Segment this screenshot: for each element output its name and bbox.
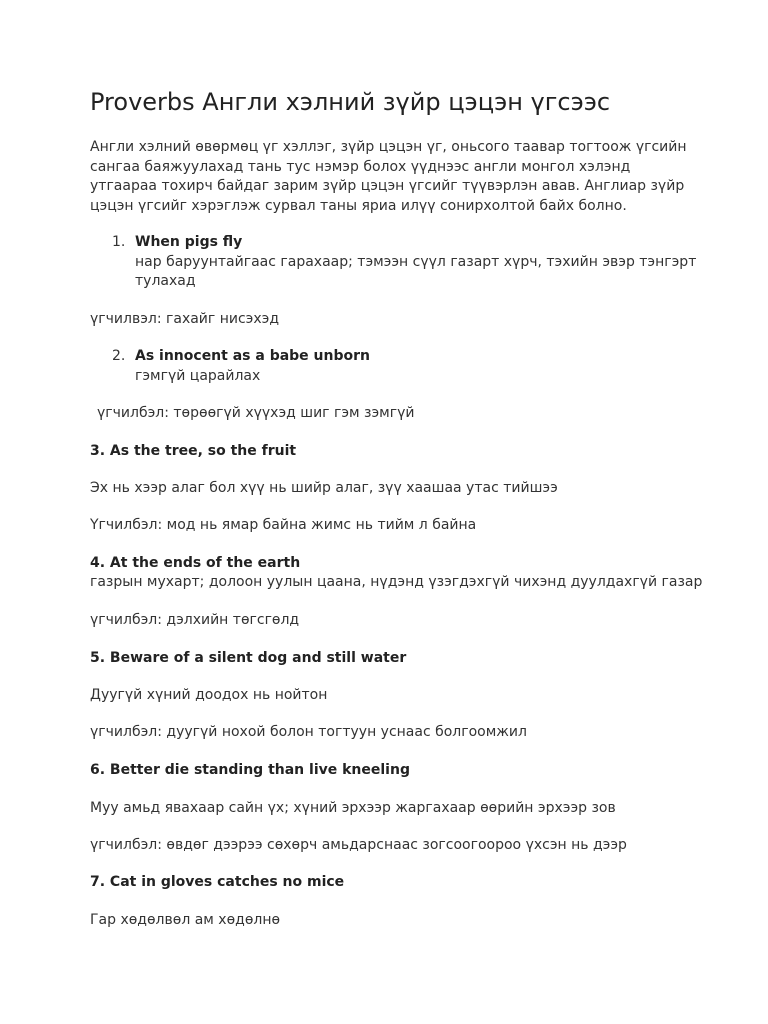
proverb-translation: гэмгүй царайлах [135, 368, 261, 384]
list-number: 2. [112, 348, 126, 364]
intro-paragraph: Англи хэлний өвөрмөц үг хэллэг, зүйр цэцэн үг, оньсого таавар тогтоож үгсийн сангаа баяжуулахад тань тус нэмэр болох үүднээс англи монгол хэлэнд утгаараа тохирч байдаг зарим зүйр цэцэн үгсийг түүвэрлэн авав. Англиар зүйр цэцэн үгсийг хэрэглэж сурвал таны яриа илүү сонирхолтой байх болно. [90, 139, 687, 214]
proverb-translation: Дуугүй хүний доодох нь нойтон [90, 687, 328, 703]
proverb-explanation: үгчилбэл: өвдөг дээрээ сөхөрч амьдарснаас зогсоогоороо үхсэн нь дээр [90, 837, 627, 853]
proverb-heading: 3. As the tree, so the fruit [90, 443, 297, 459]
proverb-heading: 7. Cat in gloves catches no mice [90, 874, 345, 890]
proverb-explanation: үгчилбэл: дуугүй нохой болон тогтуун уснаас болгоомжил [90, 724, 527, 740]
proverb-heading: 6. Better die standing than live kneeling [90, 762, 410, 778]
proverb-explanation: үгчилбэл: төрөөгүй хүүхэд шиг гэм зэмгүй [97, 405, 415, 421]
proverb-translation: нар баруунтайгаас гарахаар; тэмээн сүүл газарт хүрч, тэхийн эвэр тэнгэрт [135, 254, 697, 270]
proverb-translation: тулахад [135, 273, 196, 289]
proverb-heading: When pigs fly [135, 234, 243, 250]
proverb-translation: газрын мухарт; долоон уулын цаана, нүдэнд үзэгдэхгүй чихэнд дуулдахгүй газар [90, 574, 703, 590]
list-number: 1. [112, 234, 126, 250]
proverb-translation: Муу амьд явахаар сайн үх; хүний эрхээр жаргахаар өөрийн эрхээр зов [90, 800, 616, 816]
proverb-heading: 4. At the ends of the earth [90, 555, 301, 571]
page-title: Proverbs Англи хэлний зүйр цэцэн үгсээс [90, 88, 611, 116]
proverb-explanation: үгчилбэл: дэлхийн төгсгөлд [90, 612, 300, 628]
proverb-explanation: үгчилвэл: гахайг нисэхэд [90, 311, 279, 327]
proverb-heading: As innocent as a babe unborn [135, 348, 370, 364]
proverb-explanation: Үгчилбэл: мод нь ямар байна жимс нь тийм л байна [90, 517, 477, 533]
proverb-translation: Эх нь хээр алаг бол хүү нь шийр алаг, зүү хаашаа утас тийшээ [90, 480, 558, 496]
proverb-translation: Гар хөдөлвөл ам хөдөлнө [90, 912, 281, 928]
proverb-heading: 5. Beware of a silent dog and still water [90, 650, 407, 666]
